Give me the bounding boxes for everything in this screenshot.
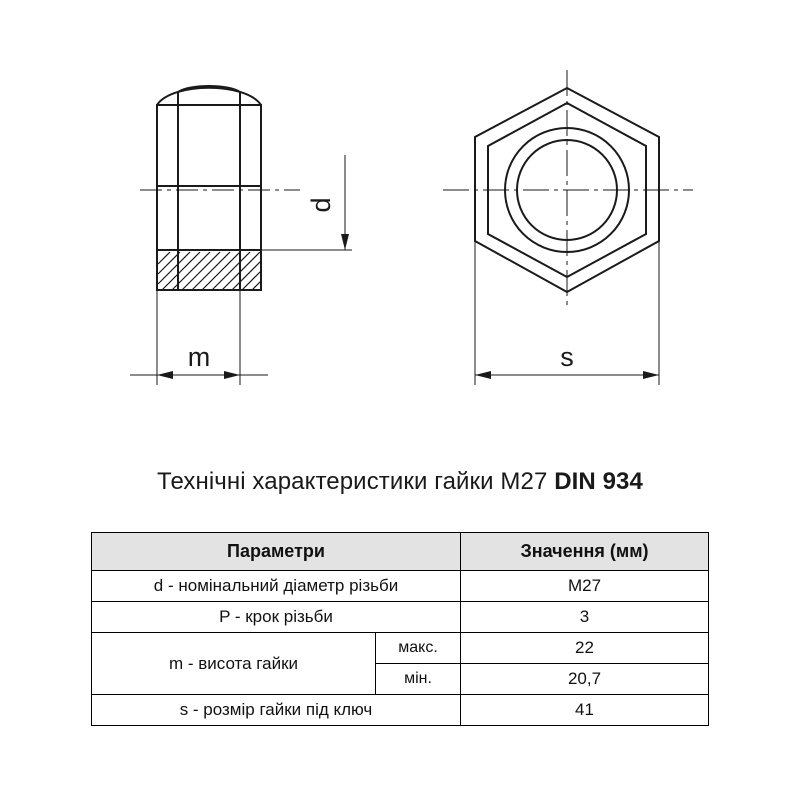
spec-table bbox=[91, 532, 709, 726]
row-sub-m-max: макс. bbox=[376, 633, 461, 664]
table-header-row bbox=[92, 533, 709, 571]
row-value-d: M27 bbox=[461, 571, 709, 602]
page-title bbox=[0, 468, 800, 496]
row-sub-m-min: мін. bbox=[376, 664, 461, 695]
table-row bbox=[92, 695, 709, 726]
row-param-d: d - номінальний діаметр різьби bbox=[92, 571, 461, 602]
front-view-d-arrow bbox=[341, 234, 349, 250]
m-arrow-left bbox=[157, 371, 173, 379]
s-arrow-left bbox=[475, 371, 491, 379]
front-view-top-curve bbox=[178, 86, 240, 92]
header-values: Значення (мм) bbox=[461, 533, 709, 571]
table-row bbox=[92, 602, 709, 633]
label-m: m bbox=[187, 342, 211, 372]
row-param-s: s - розмір гайки під ключ bbox=[92, 695, 461, 726]
label-d: d bbox=[306, 197, 336, 213]
top-view-centerlines bbox=[443, 70, 693, 310]
s-arrow-right bbox=[643, 371, 659, 379]
front-view-hatching bbox=[158, 252, 261, 290]
row-param-m: m - висота гайки bbox=[92, 633, 376, 695]
header-parameters: Параметри bbox=[92, 533, 461, 571]
front-view-top-chamfer bbox=[157, 88, 261, 105]
row-value-m-min: 20,7 bbox=[461, 664, 709, 695]
page-title-text: Технічні характеристики гайки М27 bbox=[157, 468, 555, 495]
label-s: s bbox=[560, 342, 574, 372]
table-row bbox=[92, 633, 709, 664]
m-arrow-right bbox=[224, 371, 240, 379]
row-param-p: P - крок різьби bbox=[92, 602, 461, 633]
row-value-m-max: 22 bbox=[461, 633, 709, 664]
spec-table-wrapper bbox=[91, 532, 709, 726]
row-value-p: 3 bbox=[461, 602, 709, 633]
table-row bbox=[92, 571, 709, 602]
row-value-s: 41 bbox=[461, 695, 709, 726]
standard-name: DIN 934 bbox=[554, 468, 643, 495]
